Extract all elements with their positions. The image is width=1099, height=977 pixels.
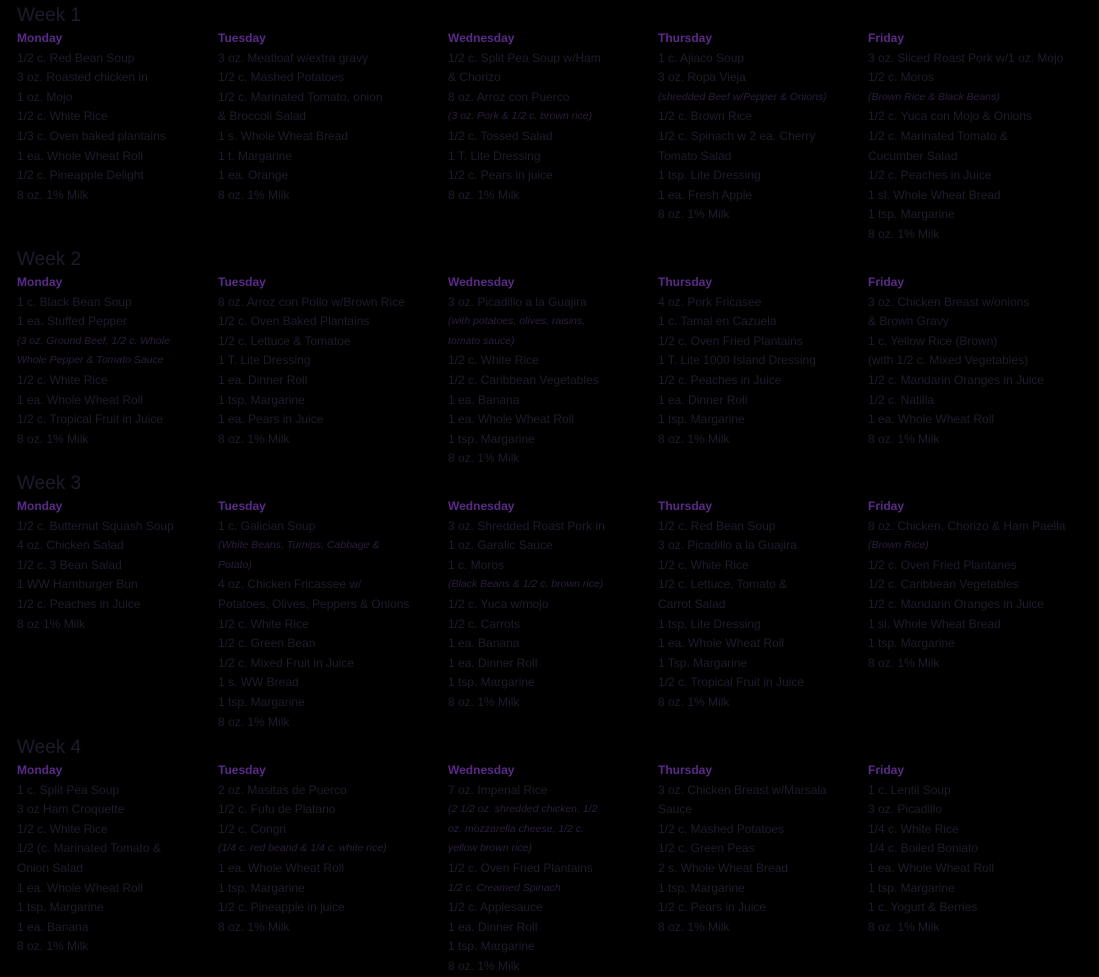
menu-item: 1 T. Lite Dressing [218,353,311,368]
menu-item: 1/2 c. Peaches in Juice [868,168,992,183]
tuesday-column [218,497,409,732]
menu-item: 1 tsp. Margarine [218,694,305,709]
menu-item: & Broccoli Salad [218,109,307,124]
monday-column [17,29,166,205]
menu-item-note: 1/2 c. Creamed Spinach [448,881,561,894]
day-heading: Friday [868,499,905,513]
menu-item: 1 s. WW Bread [218,675,299,690]
menu-item: 1/2 c. Red Bean Soup [17,50,135,65]
menu-item: 8 oz. 1% Milk [868,431,940,446]
menu-item: 1/2 c. Pineapple Delight [17,168,144,183]
menu-item: 8 oz. 1% Milk [448,451,520,466]
menu-item: 8 oz. 1% Milk [448,694,520,709]
menu-item: 3 oz. Shredded Roast Pork in [448,518,605,533]
monday-column [17,273,170,449]
menu-item: Carrot Salad [658,596,726,611]
menu-item: 8 oz. 1% Milk [218,714,290,729]
menu-item: 1 c. Black Bean Soup [17,294,132,309]
menu-item: 1/2 c. Marinated Tomato & [868,128,1008,143]
menu-item-note: (Brown Rice) [868,539,929,552]
menu-item: 1/3 c. Oven baked plantains [17,128,166,143]
menu-item: 1/2 c. Brown Rice [658,109,753,124]
menu-item: 8 oz. 1% Milk [868,919,940,934]
menu-item: 7 oz. Imperial Rice [448,782,548,797]
day-heading: Thursday [658,31,713,45]
menu-item: 1 tsp. Lite Dressing [658,616,761,631]
day-heading: Monday [17,763,63,777]
day-heading: Monday [17,31,63,45]
menu-item: 8 oz. Arroz con Puerco [448,89,570,104]
menu-item: 1/2 c. Lettuce & Tomatoe [218,333,351,348]
thursday-column [658,29,827,225]
menu-item: 1 tsp. Margarine [218,880,305,895]
menu-item: 1 oz. Garalic Sauce [448,538,553,553]
menu-item: 1/2 c. Oven Fried Plantains [448,860,593,875]
menu-item: 4 oz. Chicken Fricassee w/ [218,577,362,592]
friday-column [868,273,1044,449]
menu-item: 1/2 c. Split Pea Soup w/Ham [448,50,601,65]
menu-item: 1/2 c. White Rice [17,821,108,836]
menu-item: 1 ea. Banana [448,636,520,651]
menu-item: 3 oz. Picadillo a la Guajira [658,538,797,553]
menu-item: 1 ea. Orange [218,168,289,183]
menu-item: 8 oz. 1% Milk [658,431,730,446]
menu-item: 1 ea. Whole Wheat Roll [218,860,345,875]
menu-item: 1 sl. Whole Wheat Bread [868,616,1001,631]
menu-item: 2 oz. Masitas de Puerco [218,782,347,797]
menu-item: 8 oz. Arroz con Pollo w/Brown Rice [218,294,405,309]
menu-item: 1/2 c. Tossed Salad [448,128,553,143]
menu-item: 1/2 c. White Rice [218,616,309,631]
tuesday-column [218,273,405,449]
menu-item: 1/2 c. Natilla [868,392,935,407]
menu-item: 1 ea. Whole Wheat Roll [868,860,995,875]
menu-item: 8 oz. 1% Milk [17,939,89,954]
menu-item: 1/2 c. Butternut Squash Soup [17,518,174,533]
menu-item: 1/2 c. Oven Fried Plantains [658,333,803,348]
tuesday-column [218,761,387,937]
menu-item: 1/2 c. Mixed Fruit in Juice [218,655,355,670]
menu-item: 1/2 c. Yuca w/mojo [448,596,549,611]
menu-item-note: Potato) [218,558,252,571]
menu-item: 1 WW Hamburger Bun [17,577,138,592]
menu-item: 1/2 c. White Rice [17,372,108,387]
menu-item: 4 oz. Chicken Salad [17,538,124,553]
menu-item: 1/2 c. Moros [868,70,935,85]
menu-item: Tomato Salad [658,148,732,163]
menu-item: 1/2 c. Fufu de Platano [218,802,336,817]
wednesday-column [448,273,599,469]
menu-item: 1 ea. Pears in Juice [218,412,324,427]
menu-item-note: (with potatoes, olives, raisins, [448,315,586,328]
menu-item: 1/4 c. White Rice [868,821,959,836]
menu-item: 1 ea. Banana [448,392,520,407]
menu-item: 1 Tsp. Margarine [658,655,748,670]
menu-item: 1/2 c. Mashed Potatoes [218,70,345,85]
wednesday-column [448,29,601,205]
day-heading: Thursday [658,763,713,777]
menu-item-note: (3 oz. Ground Beef, 1/2 c. Whole [17,334,170,347]
menu-item: 1 c. Yellow Rice (Brown) [868,333,998,348]
menu-item: 1/2 c. Applesauce [448,900,543,915]
menu-item-note: (1/4 c. red beand & 1/4 c. white rice) [218,842,387,855]
menu-item: 1 c. Ajiaco Soup [658,50,745,65]
menu-item: 8 oz. 1% Milk [658,919,730,934]
menu-item: 3 oz. Roasted chicken in [17,70,148,85]
menu-item: 1 t. Margarine [218,148,293,163]
menu-item: 1/2 c. Lettuce, Tomato & [658,577,788,592]
menu-item: & Brown Gravy [868,314,949,329]
menu-item: 1/2 c. Mashed Potatoes [658,821,785,836]
menu-item: 1 ea. Whole Wheat Roll [17,392,144,407]
day-heading: Monday [17,499,63,513]
menu-item: 1/2 c. White Rice [448,353,539,368]
week-title: Week 2 [17,249,82,270]
day-heading: Friday [868,31,905,45]
day-heading: Wednesday [448,763,515,777]
friday-column [868,761,994,937]
friday-column [868,497,1065,673]
day-heading: Friday [868,275,905,289]
menu-item-note: Whole Pepper & Tomato Sauce [17,354,164,367]
menu-item: 1/2 c. Red Bean Soup [658,518,776,533]
menu-item: 1/2 c. Caribbean Vegetables [448,372,599,387]
menu-item: Potatoes, Olives, Peppers & Onions [218,596,410,611]
menu-item: 1/2 c. 3 Bean Salad [17,557,122,572]
menu-item: 1/2 c. Pears in juice [448,168,553,183]
menu-item: 2 s. Whole Wheat Bread [658,860,789,875]
menu-item: 1 ea. Whole Wheat Roll [448,412,575,427]
menu-item: 1 tsp. Margarine [448,939,535,954]
thursday-column [658,273,816,449]
menu-item: 1/2 c. Congri [218,821,287,836]
menu-item: 1 c. Yogurt & Berries [868,900,978,915]
menu-item: 1 tsp. Margarine [868,636,955,651]
menu-item: 1 ea. Whole Wheat Roll [658,636,785,651]
menu-item: 8 oz. 1% Milk [218,431,290,446]
menu-item: 8 oz. 1% Milk [218,919,290,934]
menu-item: 1 ea. Whole Wheat Roll [17,880,144,895]
menu-item: 1 ea. Dinner Roll [448,919,538,934]
menu-item: 4 oz. Pork Fricasee [658,294,762,309]
menu-item: 8 oz. 1% Milk [868,655,940,670]
menu-item: 3 oz. Sliced Roast Pork w/1 oz. Mojo [868,50,1064,65]
menu-item: 1 tsp. Margarine [658,412,745,427]
monday-column [17,497,174,634]
day-heading: Thursday [658,275,713,289]
menu-item: 1/2 c. Mandarin Oranges in Juice [868,596,1045,611]
day-heading: Thursday [658,499,713,513]
menu-item: 1 tsp. Lite Dressing [658,168,761,183]
menu-item: 3 oz Ham Croquette [17,802,125,817]
menu-item: 1/2 c. Green Peas [658,841,755,856]
week-title: Week 4 [17,737,82,758]
menu-item: 1/2 c. Mandarin Oranges in Juice [868,372,1045,387]
menu-item: 8 oz. 1% Milk [448,958,520,973]
menu-item: 1 tsp. Margarine [868,207,955,222]
friday-column [868,29,1063,245]
menu-item: 8 oz. 1% Milk [658,207,730,222]
day-heading: Wednesday [448,275,515,289]
menu-item-note: (3 oz. Pork & 1/2 c. brown rice) [448,110,593,123]
wednesday-column [448,761,597,977]
menu-item-note: tomato sauce) [448,334,515,347]
menu-item: 3 oz. Chicken Breast w/Marsala [658,782,827,797]
menu-item: 1/4 c. Boiled Boniato [868,841,979,856]
menu-item-note: (Black Beans & 1/2 c. brown rice) [448,578,604,591]
day-heading: Wednesday [448,31,515,45]
menu-item: 1/2 c. Oven Fried Plantanes [868,557,1017,572]
thursday-column [658,761,827,937]
menu-item: & Chorizo [448,70,501,85]
menu-item: 8 oz. 1% Milk [17,431,89,446]
menu-item: 1 tsp. Margarine [448,675,535,690]
menu-item: 1 c. Galician Soup [218,518,316,533]
menu-item: 8 oz. 1% Milk [658,694,730,709]
day-heading: Tuesday [218,763,266,777]
menu-item: 8 oz. 1% Milk [17,187,89,202]
week-title: Week 1 [17,5,82,26]
menu-item: 1 sl. Whole Wheat Bread [868,187,1001,202]
menu-item: 1 tsp. Margarine [448,431,535,446]
wednesday-column [448,497,605,713]
menu-item: 1 tsp. Margarine [17,900,104,915]
day-heading: Monday [17,275,63,289]
menu-item-note: (White Beans, Turnips, Cabbage & [218,539,380,552]
menu-item: 3 oz. Chicken Breast w/onions [868,294,1030,309]
day-heading: Tuesday [218,499,266,513]
menu-item: 1 ea. Fresh Apple [658,187,753,202]
menu-item: 1/2 c. Caribbean Vegetables [868,577,1019,592]
menu-item: 1/2 c. Peaches in Juice [17,596,141,611]
menu-item: 1/2 c. White Rice [17,109,108,124]
menu-item: 1/2 c. Oven Baked Plantains [218,314,370,329]
menu-item: (with 1/2 c. Mixed Vegetables) [868,353,1029,368]
menu-item: 1 tsp. Margarine [218,392,305,407]
menu-item: 1 ea. Whole Wheat Roll [17,148,144,163]
menu-item: 1/2 c. Peaches in Juice [658,372,782,387]
thursday-column [658,497,804,713]
menu-item: 1 tsp. Margarine [868,880,955,895]
week-title: Week 3 [17,473,82,494]
monday-column [17,761,161,957]
menu-item: 1/2 c. Pineapple in juice [218,900,345,915]
menu-item: 1 ea. Stuffed Pepper [17,314,127,329]
menu-item: 1 s. Whole Wheat Bread [218,128,349,143]
day-heading: Friday [868,763,905,777]
menu-item-note: oz. mozzarella cheese, 1/2 c. [448,822,584,835]
menu-item: 8 oz. 1% Milk [868,226,940,241]
menu-item: Sauce [658,802,693,817]
menu-item-note: yellow brown rice) [448,842,533,855]
menu-item: 1/2 c. Yuca con Mojo & Onions [868,109,1032,124]
menu-item: 3 oz. Ropa Vieja [658,70,746,85]
menu-item: 8 oz. Chicken, Chorizo & Ham Paella [868,518,1066,533]
menu-item: Cucumber Salad [868,148,958,163]
menu-item: 1 ea. Dinner Roll [658,392,748,407]
menu-item-note: (Brown Rice & Black Beans) [868,90,1000,103]
menu-item: 1/2 c. Carrots [448,616,521,631]
menu-item: 3 oz. Picadillo [868,802,943,817]
menu-item: 1 T. Lite 1000 Island Dressing [658,353,816,368]
menu-item-note: (shredded Beef w/Pepper & Onions) [658,90,827,103]
menu-item: 1/2 c. Green Bean [218,636,316,651]
menu-item: 1/2 c. Tropical Fruit in Juice [17,412,164,427]
menu-item: 3 oz. Picadillo a la Guajira [448,294,587,309]
menu-item-note: (2 1/2 oz. shredded chicken, 1/2 [448,803,598,816]
menu-item: 1/2 c. Spinach w 2 ea. Cherry [658,128,816,143]
menu-item: 1 T. Lite Dressing [448,148,541,163]
menu-item: 1 c. Moros [448,557,505,572]
menu-item: 1 c. Lentil Soup [868,782,951,797]
menu-item: 1/2 c. White Rice [658,557,749,572]
menu-item: 1 ea. Banana [17,919,89,934]
tuesday-column [218,29,383,205]
menu-item: 1 c. Tamal en Cazuela [658,314,777,329]
menu-item: 1/2 c. Marinated Tomato, onion [218,89,383,104]
menu-item: 3 oz. Meatloaf w/extra gravy [218,50,369,65]
menu-item: 8 oz. 1% Milk [218,187,290,202]
day-heading: Tuesday [218,31,266,45]
menu-item: 8 oz 1% Milk [17,616,86,631]
menu-item: 1/2 c. Pears in Juice [658,900,767,915]
menu-item: 1/2 (c. Marinated Tomato & [17,841,161,856]
day-heading: Tuesday [218,275,266,289]
menu-item: 1 c. Split Pea Soup [17,782,120,797]
menu-item: 1 ea. Dinner Roll [218,372,308,387]
menu-item: 1 tsp. Margarine [658,880,745,895]
day-heading: Wednesday [448,499,515,513]
menu-item: 1 ea. Whole Wheat Roll [868,412,995,427]
menu-item: 1 oz. Mojo [17,89,73,104]
menu-item: Onion Salad [17,860,84,875]
menu-item: 1/2 c. Tropical Fruit in Juice [658,675,805,690]
menu-item: 1 ea. Dinner Roll [448,655,538,670]
menu-item: 8 oz. 1% Milk [448,187,520,202]
